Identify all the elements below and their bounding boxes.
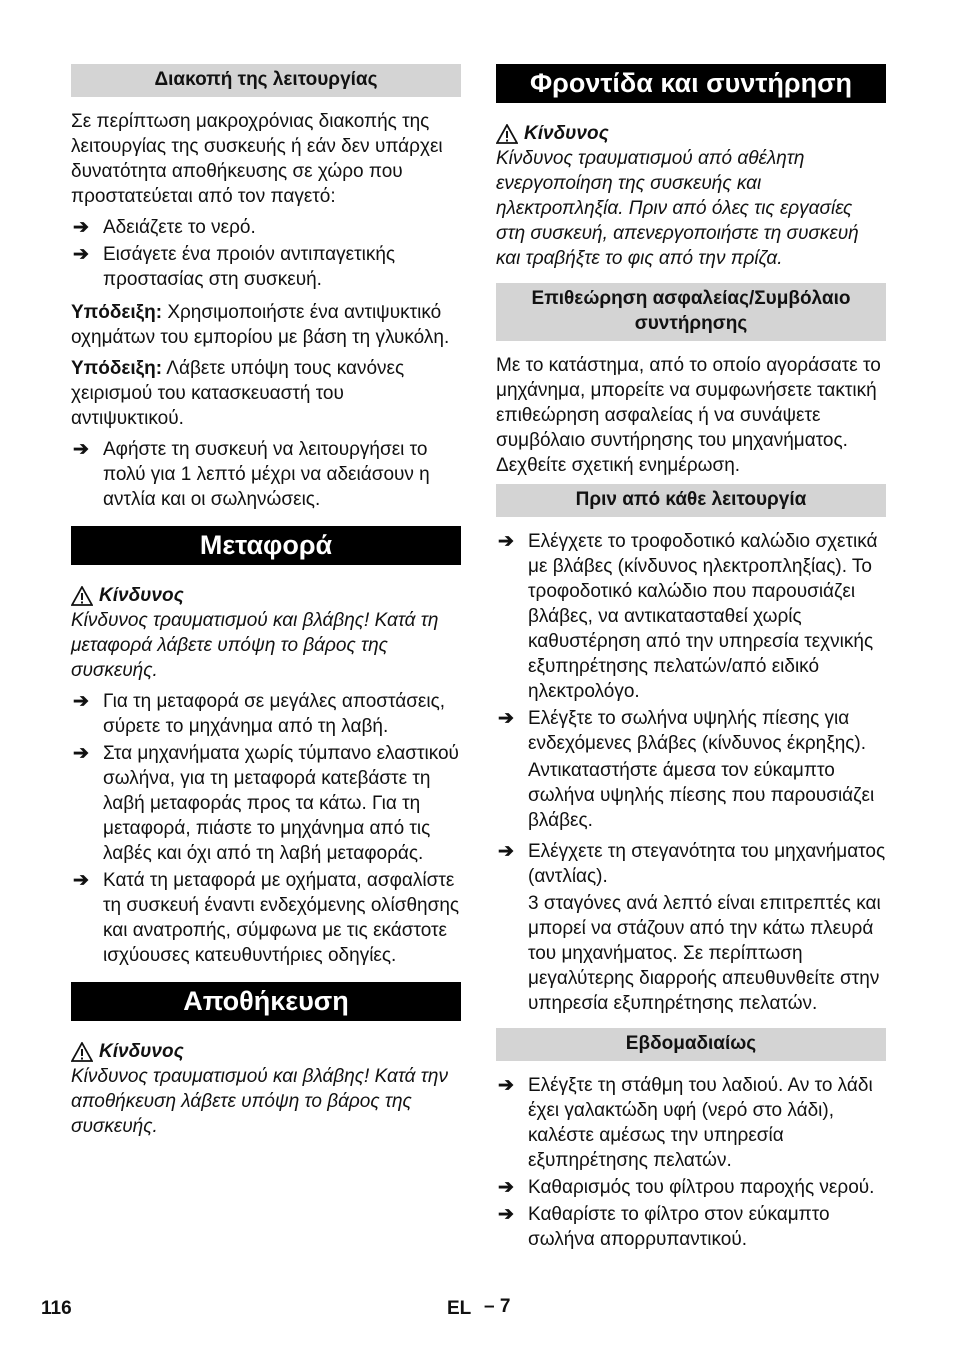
list-item: ➔ Στα μηχανήματα χωρίς τύμπανο ελαστικού σωλήνα, για τη μεταφορά κατεβάστε τη λαβή μεταφοράς προς τα κάτω. Για τη μεταφορά, πιάστε το μηχάνημα από τις λαβές και όχι από τη λαβή μεταφοράς. xyxy=(73,743,459,864)
list-item: ➔ Ελέγξτε το σωλήνα υψηλής πίεσης για ενδεχόμενες βλάβες (κίνδυνος έκρηξης). xyxy=(498,708,867,754)
list-item: ➔ Καθαρισμός του φίλτρου παροχής νερού. xyxy=(498,1177,875,1198)
note-1: Υπόδειξη: Χρησιμοποιήστε ένα αντιψυκτικό οχημάτων του εμπορίου με βάση τη γλυκόλη. xyxy=(71,302,450,348)
list-item: ➔ Καθαρίστε το φίλτρο στον εύκαμπτο σωλήνα απορρυπαντικού. xyxy=(498,1204,830,1250)
section-title-weekly: Εβδομαδιαίως xyxy=(496,1028,886,1061)
warning-triangle-icon xyxy=(71,1042,93,1062)
warning-triangle-icon xyxy=(496,124,518,144)
danger-heading: Κίνδυνος xyxy=(496,121,886,146)
arrow-icon: ➔ xyxy=(498,708,514,729)
storage-danger-text: Κίνδυνος τραυματισμού και βλάβης! Κατά την αποθήκευση λάβετε υπόψη το βάρος της συσκευής. xyxy=(71,1066,448,1137)
step-continuation: Αντικαταστήστε άμεσα τον εύκαμπτο σωλήνα υψηλής πίεσης που παρουσιάζει βλάβες. xyxy=(528,760,875,831)
section-title-storage: Αποθήκευση xyxy=(71,982,461,1021)
transport-steps xyxy=(71,689,461,968)
arrow-icon: ➔ xyxy=(498,841,514,862)
arrow-icon: ➔ xyxy=(73,244,89,265)
list-item: ➔ Αδειάζετε το νερό. xyxy=(73,217,256,238)
arrow-icon: ➔ xyxy=(73,439,89,460)
section-page: – 7 xyxy=(484,1296,511,1317)
before-operation-steps xyxy=(496,529,886,756)
weekly-steps xyxy=(496,1073,886,1252)
section-title-care-maintenance: Φροντίδα και συντήρηση xyxy=(496,64,886,103)
maintenance-danger-text: Κίνδυνος τραυματισμού από αθέλητη ενεργοποίηση της συσκευής και ηλεκτροπληξία. Πριν από όλες τις εργασίες στη συσκευή, απενεργοποιήστε τη συσκευή και τραβήξτε το φις από την πρίζα. xyxy=(496,148,859,269)
page-number: 116 xyxy=(41,1298,72,1319)
section-title-safety-inspection: Επιθεώρηση ασφαλείας/Συμβόλαιο συντήρησης xyxy=(496,283,886,341)
arrow-icon: ➔ xyxy=(498,531,514,552)
section-title-shutdown: Διακοπή της λειτουργίας xyxy=(71,64,461,97)
shutdown-steps xyxy=(71,215,461,292)
arrow-icon: ➔ xyxy=(73,743,89,764)
language-code: EL xyxy=(447,1298,472,1319)
step-continuation: 3 σταγόνες ανά λεπτό είναι επιτρεπτές και μπορεί να στάζουν από την κάτω πλευρά του μηχανήματος. Σε περίπτωση μεγαλύτερης διαρροής απευθυνθείτε στην υπηρεσία εξυπηρέτησης πελατών. xyxy=(528,893,881,1014)
arrow-icon: ➔ xyxy=(498,1075,514,1096)
list-item: ➔ Αφήστε τη συσκευή να λειτουργήσει το πολύ για 1 λεπτό μέχρι να αδειάσουν η αντλία και οι σωληνώσεις. xyxy=(73,439,430,510)
right-column xyxy=(496,64,886,1254)
list-item: ➔ Ελέγχετε τη στεγανότητα του μηχανήματος (αντλίας). xyxy=(498,841,886,887)
shutdown-intro: Σε περίπτωση μακροχρόνιας διακοπής της λειτουργίας της συσκευής ή εάν δεν υπάρχει δυνατότητα αποθήκευσης σε χώρο που προστατεύεται από τον παγετό: xyxy=(71,111,443,207)
safety-inspection-text: Με το κατάστημα, από το οποίο αγοράσατε το μηχάνημα, μπορείτε να συμφωνήσετε τακτική επιθεώρηση ασφαλείας ή να συνάψετε συμβόλαιο συντήρησης του μηχανήματος. Δεχθείτε σχετική ενημέρωση. xyxy=(496,355,881,476)
list-item: ➔ Εισάγετε ένα προιόν αντιπαγετικής προστασίας στη συσκευή. xyxy=(73,244,396,290)
danger-heading: Κίνδυνος xyxy=(71,583,461,608)
transport-danger-text: Κίνδυνος τραυματισμού και βλάβης! Κατά τη μεταφορά λάβετε υπόψη το βάρος της συσκευής. xyxy=(71,610,439,681)
arrow-icon: ➔ xyxy=(498,1204,514,1225)
list-item: ➔ Ελέγξτε τη στάθμη του λαδιού. Αν το λάδι έχει γαλακτώδη υφή (νερό στο λάδι), καλέστε αμέσως την υπηρεσία εξυπηρέτησης πελατών. xyxy=(498,1075,873,1171)
arrow-icon: ➔ xyxy=(73,217,89,238)
left-column xyxy=(71,64,461,1139)
warning-triangle-icon xyxy=(71,586,93,606)
arrow-icon: ➔ xyxy=(73,691,89,712)
list-item: ➔ Ελέγχετε το τροφοδοτικό καλώδιο σχετικά με βλάβες (κίνδυνος ηλεκτροπληξίας). Το τροφοδοτικό καλώδιο που παρουσιάζει βλάβες, να αντικατασταθεί χωρίς καθυστέρηση από την υπηρεσία τεχνικής εξυπηρέτησης πελατών/από ειδικό ηλεκτρολόγο. xyxy=(498,531,878,702)
arrow-icon: ➔ xyxy=(73,870,89,891)
arrow-icon: ➔ xyxy=(498,1177,514,1198)
list-item: ➔ Κατά τη μεταφορά με οχήματα, ασφαλίστε τη συσκευή έναντι ενδεχόμενης ολίσθησης και ανατροπής, σύμφωνα με τις εκάστοτε ισχύουσες κατευθυντήριες οδηγίες. xyxy=(73,870,460,966)
section-title-transport: Μεταφορά xyxy=(71,526,461,565)
note-2: Υπόδειξη: Λάβετε υπόψη τους κανόνες χειρισμού του κατασκευαστή του αντιψυκτικού. xyxy=(71,358,405,429)
section-title-before-operation: Πριν από κάθε λειτουργία xyxy=(496,484,886,517)
list-item: ➔ Για τη μεταφορά σε μεγάλες αποστάσεις, σύρετε το μηχάνημα από τη λαβή. xyxy=(73,691,446,737)
danger-heading: Κίνδυνος xyxy=(71,1039,461,1064)
